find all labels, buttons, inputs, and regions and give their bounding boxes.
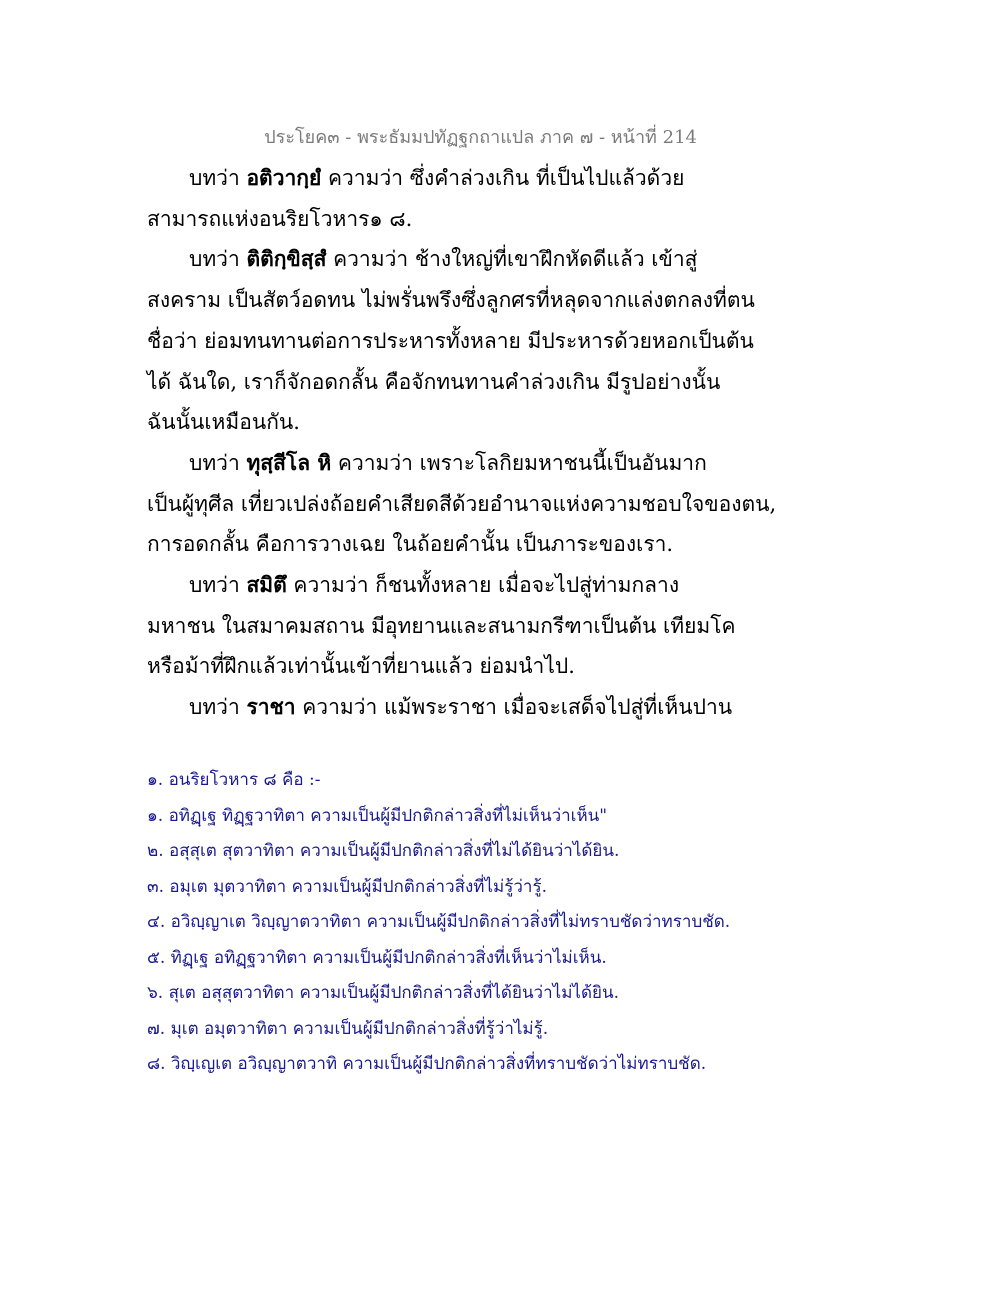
paragraph-line (147, 239, 707, 280)
text-run: ความว่า แม้พระราชา เมื่อจะเสด็จไปสู่ที่เห็นปาน (295, 695, 733, 720)
paragraph-line: มหาชน ในสมาคมสถาน มีอุทยานและสนามกรีฑาเป็นต้น เทียมโค (147, 613, 736, 638)
paragraph-line: สามารถแห่งอนริยโวหาร๑ ๘. (147, 206, 413, 231)
text-run: บทว่า (189, 247, 247, 272)
body-text (147, 158, 777, 728)
paragraph-line: ฉันนั้นเหมือนกัน. (147, 410, 300, 435)
paragraph-line: ได้ ฉันใด, เราก็จักอดกลั้น คือจักทนทานคำล่วงเกิน มีรูปอย่างนั้น (147, 369, 721, 394)
paragraph-line (147, 565, 707, 606)
text-run: บทว่า (189, 450, 247, 475)
paragraph-line: ชื่อว่า ย่อมทนทานต่อการประหารทั้งหลาย มีประหารด้วยหอกเป็นต้น (147, 328, 754, 353)
footnote-line: ๓. อมุเต มุตวาทิตา ความเป็นผู้มีปกติกล่าวสิ่งที่ไม่รู้ว่ารู้. (147, 876, 548, 897)
paragraph-line (147, 443, 707, 484)
paragraph-line: เป็นผู้ทุศีล เที่ยวเปล่งถ้อยคำเสียดสีด้วยอำนาจแห่งความชอบใจของตน, (147, 491, 777, 516)
pali-term: ติติกฺขิสฺสํ (246, 246, 327, 272)
paragraph-line (147, 158, 707, 199)
pali-term: อติวากฺยํ (246, 165, 322, 190)
footnote-line: ๘. วิญฺเญเต อวิญฺญาตวาทิ ความเป็นผู้มีปกติกล่าวสิ่งที่ทราบชัดว่าไม่ทราบชัด. (147, 1054, 707, 1074)
footnote-line: ๑. อทิฏฺเฐ ทิฏฺฐวาทิตา ความเป็นผู้มีปกติกล่าวสิ่งที่ไม่เห็นว่าเห็น" (147, 805, 608, 826)
paragraph-line (147, 687, 733, 728)
text-run: ความว่า เพราะโลกิยมหาชนนี้เป็นอันมาก (331, 450, 707, 475)
text-run: บทว่า (189, 573, 247, 598)
page-header: ประโยค๓ - พระธัมมปทัฏฐกถาแปล ภาค ๗ - หน้าที่ 214 (264, 127, 697, 148)
footnote-line: ๔. อวิญฺญาเต วิญฺญาตวาทิตา ความเป็นผู้มีปกติกล่าวสิ่งที่ไม่ทราบชัดว่าทราบชัด. (147, 912, 731, 932)
text-run: ความว่า ก็ชนทั้งหลาย เมื่อจะไปสู่ท่ามกลาง (286, 573, 680, 598)
text-run: ความว่า ซึ่งคำล่วงเกิน ที่เป็นไปแล้วด้วย (321, 166, 685, 190)
footnote-line: ๖. สุเต อสุสุตวาทิตา ความเป็นผู้มีปกติกล่าวสิ่งที่ได้ยินว่าไม่ได้ยิน. (147, 983, 619, 1003)
paragraph-line: การอดกลั้น คือการวางเฉย ในถ้อยคำนั้น เป็นภาระของเรา. (147, 532, 674, 557)
text-run: ความว่า ช้างใหญ่ที่เขาฝึกหัดดีแล้ว เข้าสู่ (326, 247, 698, 272)
footnote-line: ๑. อนริยโวหาร ๘ คือ :- (147, 770, 321, 790)
footnotes (147, 763, 747, 1083)
pali-term: ทุสฺสีโล หิ (246, 449, 332, 475)
text-run: บทว่า (189, 695, 247, 720)
footnote-line: ๗. มุเต อมุตวาทิตา ความเป็นผู้มีปกติกล่าวสิ่งที่รู้ว่าไม่รู้. (147, 1018, 549, 1039)
footnote-line: ๕. ทิฏฺเฐ อทิฏฺฐวาทิตา ความเป็นผู้มีปกติกล่าวสิ่งที่เห็นว่าไม่เห็น. (147, 947, 607, 968)
text-run: บทว่า (189, 166, 247, 190)
footnote-line: ๒. อสุสุเต สุตวาทิตา ความเป็นผู้มีปกติกล่าวสิ่งที่ไม่ได้ยินว่าได้ยิน. (147, 841, 620, 861)
pali-term: สมิตึ (246, 572, 287, 598)
paragraph-line: หรือม้าที่ฝึกแล้วเท่านั้นเข้าที่ยานแล้ว ย่อมนำไป. (147, 654, 575, 679)
pali-term: ราชา (246, 694, 296, 720)
paragraph-line: สงคราม เป็นสัตว์อดทน ไม่พรั่นพรึงซึ่งลูกศรที่หลุดจากแล่งตกลงที่ตน (147, 288, 755, 313)
